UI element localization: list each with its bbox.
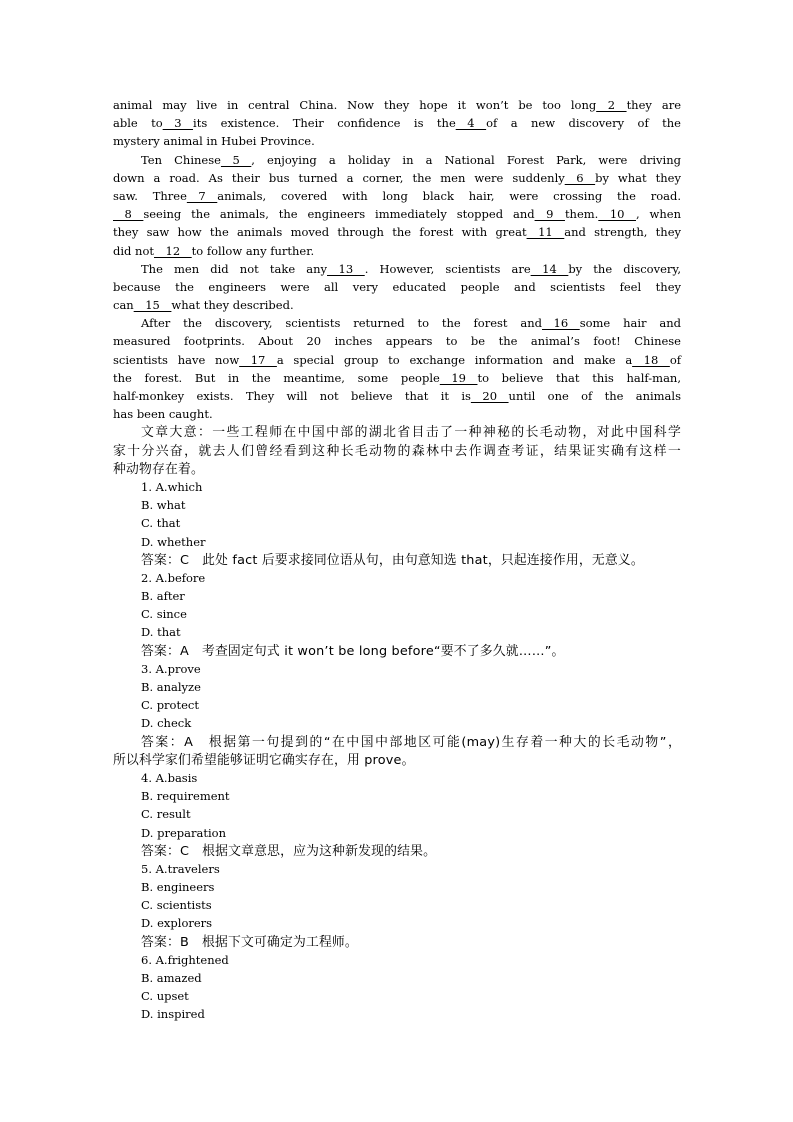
question-item bbox=[113, 769, 681, 860]
passage-line bbox=[113, 405, 681, 423]
option-line: 2. A.before bbox=[141, 570, 206, 585]
blank-number: __13__ bbox=[327, 261, 365, 276]
blank-number: __7__ bbox=[186, 188, 218, 203]
text-run: measured footprints. About 20 inches appears to be the animal’s foot! Chinese bbox=[113, 334, 681, 349]
text-run: . However, scientists are bbox=[364, 261, 531, 276]
option-line: B. requirement bbox=[141, 789, 230, 804]
text-run: what they described. bbox=[171, 298, 294, 313]
blank-number: __10__ bbox=[598, 207, 636, 222]
question-item bbox=[113, 569, 681, 660]
text-run: and strength, they bbox=[564, 225, 682, 240]
option-line: B. amazed bbox=[141, 971, 202, 985]
answer-line bbox=[113, 733, 681, 751]
question-list bbox=[113, 478, 681, 1024]
option-line: C. result bbox=[141, 807, 191, 822]
option-line: D. check bbox=[141, 716, 192, 731]
text-run: scientists have now bbox=[113, 352, 240, 367]
text-run: to believe that this half-man, bbox=[477, 370, 681, 385]
passage-line bbox=[113, 314, 681, 332]
text-run: seeing the animals, the engineers immediately stopped and bbox=[143, 207, 535, 222]
passage-line bbox=[113, 114, 681, 132]
blank-number: __19__ bbox=[439, 370, 478, 385]
text-run: mystery animal in Hubei Province. bbox=[113, 134, 315, 149]
text-run: a special group to exchange information and make a bbox=[276, 352, 633, 367]
option-line: 1. A.which bbox=[141, 479, 203, 494]
blank-number: __2__ bbox=[596, 98, 627, 112]
option-line: B. what bbox=[141, 498, 186, 513]
option-line: B. after bbox=[141, 589, 185, 604]
blank-number: __5__ bbox=[220, 152, 252, 167]
option-line: D. whether bbox=[141, 534, 206, 549]
text-run: saw. Three bbox=[113, 188, 187, 203]
passage bbox=[113, 96, 681, 423]
blank-number: __8__ bbox=[113, 207, 144, 222]
passage-line bbox=[113, 151, 681, 169]
text-run: they saw how the animals moved through the forest with great bbox=[113, 225, 527, 240]
summary-line bbox=[113, 460, 681, 478]
text-run: 所以科学家们希望能够证明它确实存在，用 prove。 bbox=[113, 752, 415, 768]
text-run: , when bbox=[635, 207, 681, 222]
option-line: C. protect bbox=[141, 698, 199, 713]
text-run: Ten Chinese bbox=[141, 152, 221, 167]
text-run: because the engineers were all very educated people and scientists feel they bbox=[113, 279, 681, 294]
question-item bbox=[113, 860, 681, 951]
text-run: can bbox=[113, 298, 134, 313]
blank-number: __14__ bbox=[530, 261, 569, 276]
passage-line bbox=[113, 278, 681, 296]
text-run: animals, covered with long black hair, were crossing the road. bbox=[217, 188, 681, 203]
text-run: its existence. Their confidence is the bbox=[193, 116, 456, 131]
option-line: D. preparation bbox=[141, 825, 226, 840]
text-run: The men did not take any bbox=[141, 261, 328, 276]
text-run: down a road. As their bus turned a corner, the men were suddenly bbox=[113, 170, 565, 185]
text-run: animal may live in central China. Now they hope it won’t be too long bbox=[113, 98, 597, 112]
option-line: C. since bbox=[141, 607, 187, 622]
blank-number: __12__ bbox=[154, 243, 192, 258]
answer-line bbox=[113, 751, 681, 769]
answer-line bbox=[113, 842, 681, 860]
text-run: has been caught. bbox=[113, 407, 213, 422]
passage-line bbox=[113, 351, 681, 369]
text-run: After the discovery, scientists returned to the forest and bbox=[141, 316, 543, 331]
text-run: 家十分兴奋，就去人们曾经看到这种长毛动物的森林中去作调查考证，结果证实确有这样一 bbox=[113, 443, 681, 459]
passage-line bbox=[113, 296, 681, 314]
option-line: D. explorers bbox=[141, 916, 213, 931]
summary bbox=[113, 423, 681, 478]
text-run: 答案：A 根据第一句提到的“在中国中部地区可能(may)生存着一种大的长毛动物”， bbox=[141, 734, 681, 750]
option-line: C. scientists bbox=[141, 898, 212, 913]
option-line: D. inspired bbox=[141, 1007, 205, 1022]
option-line: 5. A.travelers bbox=[141, 861, 220, 876]
passage-line bbox=[113, 96, 681, 114]
option-line: C. upset bbox=[141, 989, 189, 1004]
text-run: by what they bbox=[595, 170, 681, 185]
option-line: 3. A.prove bbox=[141, 661, 201, 676]
text-run: 种动物存在着。 bbox=[113, 461, 204, 477]
option-line: 6. A.frightened bbox=[141, 952, 229, 967]
passage-line bbox=[113, 187, 681, 205]
blank-number: __9__ bbox=[534, 207, 565, 222]
passage-line bbox=[113, 205, 681, 223]
text-run: to follow any further. bbox=[191, 243, 315, 258]
blank-number: __16__ bbox=[542, 316, 580, 331]
passage-line bbox=[113, 369, 681, 387]
answer-line bbox=[113, 642, 681, 660]
summary-line bbox=[113, 423, 681, 441]
text-run: half-monkey exists. They will not believe that it is bbox=[113, 389, 471, 403]
question-item bbox=[113, 951, 681, 1024]
option-line: B. analyze bbox=[141, 680, 201, 694]
passage-line bbox=[113, 260, 681, 278]
text-run: did not bbox=[113, 243, 155, 258]
passage-line bbox=[113, 223, 681, 241]
text-run: by the discovery, bbox=[568, 261, 682, 276]
text-run: the forest. But in the meantime, some people bbox=[113, 370, 440, 385]
text-run: , enjoying a holiday in a National Forest Park, were driving bbox=[251, 152, 681, 167]
text-run: of a new discovery of the bbox=[486, 116, 681, 131]
passage-line bbox=[113, 332, 681, 350]
option-line: 4. A.basis bbox=[141, 770, 198, 785]
blank-number: __11__ bbox=[526, 225, 565, 240]
passage-line bbox=[113, 242, 681, 260]
answer-line bbox=[113, 933, 681, 951]
passage-line bbox=[113, 169, 681, 187]
option-line: C. that bbox=[141, 516, 181, 531]
text-run: they are bbox=[626, 98, 682, 112]
question-item bbox=[113, 660, 681, 769]
text-run: of bbox=[669, 352, 681, 367]
blank-number: __15__ bbox=[133, 298, 172, 313]
blank-number: __20__ bbox=[470, 389, 509, 403]
blank-number: __18__ bbox=[632, 352, 670, 367]
passage-line bbox=[113, 387, 681, 405]
blank-number: __4__ bbox=[455, 116, 487, 131]
blank-number: __3__ bbox=[162, 116, 194, 131]
text-run: some hair and bbox=[579, 316, 681, 331]
summary-line bbox=[113, 442, 681, 460]
question-item bbox=[113, 478, 681, 569]
text-run: 答案：B 根据下文可确定为工程师。 bbox=[141, 934, 358, 950]
text-run: 文章大意：一些工程师在中国中部的湖北省目击了一种神秘的长毛动物，对此中国科学 bbox=[141, 425, 681, 441]
blank-number: __17__ bbox=[239, 352, 277, 367]
text-run: 答案：C 此处 fact 后要求接同位语从句，由句意知选 that，只起连接作用，无意义。 bbox=[141, 552, 644, 568]
answer-line bbox=[113, 551, 681, 569]
option-line: D. that bbox=[141, 625, 181, 640]
text-run: 答案：A 考查固定句式 it won’t be long before“要不了多久就……”。 bbox=[141, 643, 565, 659]
option-line: B. engineers bbox=[141, 880, 215, 895]
text-run: able to bbox=[113, 116, 163, 131]
text-run: until one of the animals bbox=[508, 389, 681, 403]
text-run: 答案：C 根据文章意思，应为这种新发现的结果。 bbox=[141, 843, 437, 859]
text-run: them. bbox=[564, 207, 599, 222]
passage-line bbox=[113, 132, 681, 150]
document-page bbox=[113, 96, 681, 1024]
blank-number: __6__ bbox=[564, 170, 596, 185]
